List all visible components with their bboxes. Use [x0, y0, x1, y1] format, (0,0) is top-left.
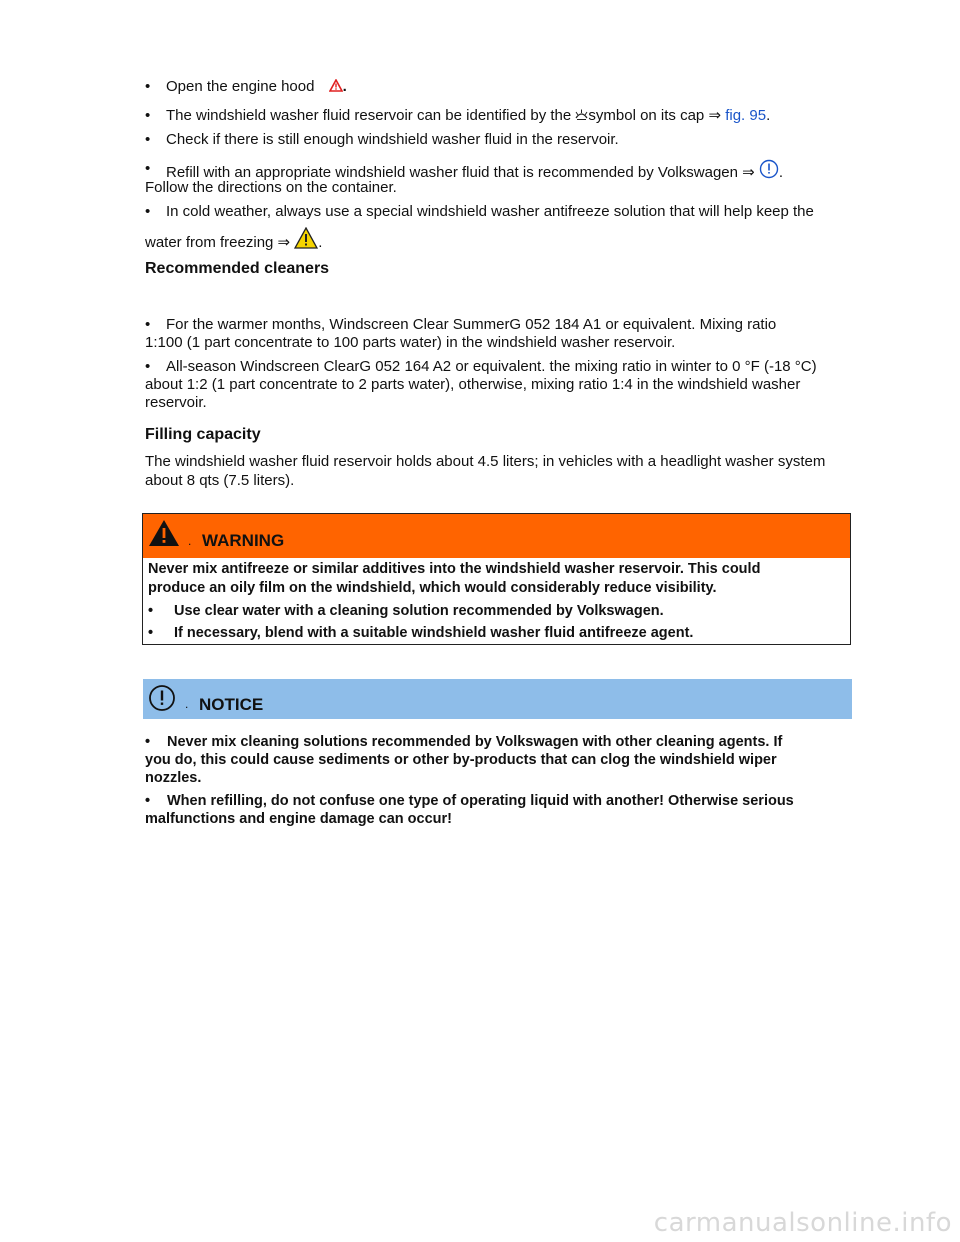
warning-dot: .	[188, 534, 192, 548]
heading-filling-capacity: Filling capacity	[145, 426, 261, 443]
notice-circle-icon	[148, 684, 176, 712]
notice-dot: .	[185, 697, 189, 711]
refill-continuation: Follow the directions on the container.	[145, 179, 397, 196]
bullet-check-level	[145, 130, 860, 149]
bullet-dot: •	[145, 734, 151, 750]
bullet-text-after: symbol on its cap ⇒	[588, 107, 722, 124]
heading-recommended-cleaners: Recommended cleaners	[145, 260, 330, 277]
warning-title: WARNING	[202, 531, 285, 550]
warning-triangle-icon	[294, 227, 318, 249]
bullet-dot: •	[145, 160, 151, 177]
cleaner-item-allseason	[145, 357, 860, 376]
warning-item	[148, 603, 838, 619]
bullet-dot: •	[145, 78, 151, 95]
bullet-open-hood	[145, 77, 860, 96]
notice-item-cont: malfunctions and engine damage can occur!	[145, 811, 452, 827]
bullet-text: The windshield washer fluid reservoir can be identified by the	[166, 107, 576, 124]
warning-header	[143, 514, 850, 558]
notice-item	[145, 733, 845, 752]
warning-triangle-icon	[329, 79, 343, 92]
footer	[0, 1202, 960, 1242]
cold-weather-continuation	[145, 227, 860, 252]
bullet-text: Check if there is still enough windshield washer fluid in the reservoir.	[166, 131, 619, 148]
bullet-text: Open the engine hood	[166, 78, 315, 95]
cleaner-item-allseason-cont: about 1:2 (1 part concentrate to 2 parts water), otherwise, mixing ratio 1:4 in the windshield washer	[145, 376, 801, 393]
bullet-text: In cold weather, always use a special windshield washer antifreeze solution that will help keep the	[166, 203, 814, 220]
bullet-dot: •	[145, 131, 151, 148]
cleaner-item-summer-cont: 1:100 (1 part concentrate to 100 parts water) in the windshield washer reservoir.	[145, 334, 676, 351]
warning-box	[142, 513, 851, 645]
notice-header	[143, 679, 852, 719]
warning-item-text: If necessary, blend with a suitable windshield washer fluid antifreeze agent.	[174, 625, 694, 641]
warning-item	[148, 625, 838, 641]
bullet-dot: •	[148, 603, 154, 619]
notice-item-cont: you do, this could cause sediments or other by-products that can clog the windshield wiper	[145, 752, 777, 768]
bullet-reservoir-symbol	[145, 106, 860, 125]
bullet-punct: .	[342, 78, 347, 95]
washer-fluid-icon	[575, 109, 588, 121]
bullet-cold-weather	[145, 202, 860, 221]
notice-title: NOTICE	[199, 695, 264, 714]
bullet-text: All-season Windscreen ClearG 052 164 A2 or equivalent. the mixing ratio in winter to 0 °F (-18 °C)	[166, 358, 817, 375]
bullet-punct: .	[318, 234, 323, 251]
watermark-text: carmanualsonline.info	[653, 1208, 952, 1238]
bullet-dot: •	[145, 793, 151, 809]
notice-circle-icon	[759, 159, 779, 179]
bullet-dot: •	[145, 107, 151, 124]
warning-triangle-icon	[148, 519, 180, 547]
capacity-line-1: The windshield washer fluid reservoir holds about 4.5 liters; in vehicles with a headlight washer system	[145, 453, 826, 470]
fig-95-link[interactable]: fig. 95	[725, 107, 767, 124]
capacity-line-2: about 8 qts (7.5 liters).	[145, 472, 295, 489]
bullet-dot: •	[145, 203, 151, 220]
warning-item-text: Use clear water with a cleaning solution recommended by Volkswagen.	[174, 603, 664, 619]
continuation-text: water from freezing ⇒	[145, 234, 291, 251]
notice-item-text: When refilling, do not confuse one type of operating liquid with another! Otherwise serious	[167, 793, 794, 809]
cleaner-item-allseason-cont2: reservoir.	[145, 394, 207, 411]
warning-body-1: Never mix antifreeze or similar additives into the windshield washer reservoir. This could	[148, 561, 761, 577]
bullet-dot: •	[145, 316, 151, 333]
bullet-punct: .	[778, 164, 784, 181]
notice-item-text: Never mix cleaning solutions recommended by Volkswagen with other cleaning agents. If	[167, 734, 783, 750]
bullet-dot: •	[148, 625, 154, 641]
cleaner-item-summer	[145, 315, 860, 334]
bullet-dot: •	[145, 358, 151, 375]
warning-body-2: produce an oily film on the windshield, which would considerably reduce visibility.	[148, 580, 717, 596]
bullet-text: Refill with an appropriate windshield washer fluid that is recommended by Volkswagen ⇒	[166, 164, 755, 181]
notice-item-cont: nozzles.	[145, 770, 202, 786]
notice-item	[145, 792, 845, 811]
bullet-text: For the warmer months, Windscreen Clear SummerG 052 184 A1 or equivalent. Mixing ratio	[166, 316, 777, 333]
bullet-punct: .	[766, 107, 771, 124]
